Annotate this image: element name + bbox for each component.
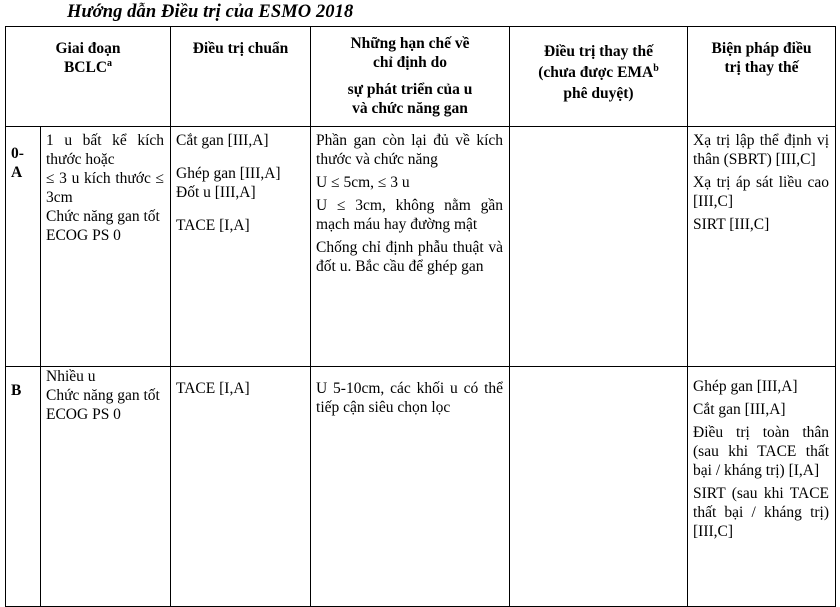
esmo-treatment-table	[5, 26, 836, 607]
table-row	[6, 127, 836, 367]
criteria-item: Chức năng gan tốt	[46, 208, 160, 225]
limits-item: U ≤ 3cm, không nằm gần mạch máu hay đường mật	[316, 197, 504, 233]
criteria-item: ECOG PS 0	[46, 406, 121, 423]
criteria-item: Nhiều u	[46, 368, 96, 385]
alt-measure-item: Điều trị toàn thân (sau khi TACE thất bại / kháng trị) [I,A]	[693, 424, 830, 479]
alt-measure-item: Xạ trị lập thể định vị thân (SBRT) [III,C]	[693, 132, 830, 168]
criteria-cell	[41, 367, 171, 607]
criteria-item: ECOG PS 0	[46, 227, 121, 244]
table-row	[6, 367, 836, 607]
alternative-cell	[510, 127, 688, 367]
criteria-cell	[41, 127, 171, 367]
standard-item: TACE [I,A]	[176, 217, 250, 234]
header-limits-line1: Những hạn chế về	[350, 35, 470, 52]
alt-measure-item: Xạ trị áp sát liều cao [III,C]	[693, 174, 830, 210]
header-alt-line3: phê duyệt)	[563, 85, 634, 102]
stage-label-line1: 0-	[11, 145, 24, 162]
header-limits	[311, 27, 510, 127]
alt-measures-cell	[688, 127, 836, 367]
header-alt-line2: (chưa được EMA	[538, 64, 654, 81]
header-standard-text: Điều trị chuẩn	[192, 40, 289, 57]
stage-cell	[6, 127, 41, 367]
standard-item: TACE [I,A]	[176, 380, 250, 397]
header-stage-line1: Giai đoạn	[55, 40, 121, 57]
limits-item: U 5-10cm, các khối u có thể tiếp cận siêu chọn lọc	[316, 380, 504, 416]
standard-item: Đốt u [III,A]	[176, 184, 256, 201]
criteria-item: 1 u bất kể kích thước hoặc	[46, 132, 165, 168]
alt-measure-item: Cắt gan [III,A]	[693, 401, 786, 418]
header-limits-line3: sự phát triển của u	[347, 81, 473, 98]
stage-cell: B	[6, 367, 41, 607]
header-limits-line2: chỉ định do	[372, 54, 448, 71]
standard-item: Ghép gan [III,A]	[176, 165, 281, 182]
header-alternative	[510, 27, 688, 127]
criteria-item: Chức năng gan tốt	[46, 387, 160, 404]
limits-item: Phần gan còn lại đủ về kích thước và chức năng	[316, 132, 504, 168]
limits-cell	[311, 367, 510, 607]
alt-measure-item: Ghép gan [III,A]	[693, 378, 798, 395]
header-altm-line2: trị thay thế	[724, 59, 799, 76]
header-altm-line1: Biện pháp điều	[711, 40, 812, 57]
header-limits-line4: và chức năng gan	[352, 100, 468, 117]
header-stage	[6, 27, 171, 127]
standard-cell	[171, 367, 311, 607]
standard-item: Cắt gan [III,A]	[176, 132, 269, 149]
document-title: Hướng dẫn Điều trị của ESMO 2018	[67, 2, 354, 22]
header-row	[6, 27, 836, 127]
stage-label-line2: A	[11, 164, 23, 181]
criteria-item: ≤ 3 u kích thước ≤ 3cm	[46, 170, 165, 206]
header-alt-line1: Điều trị thay thế	[544, 43, 653, 60]
header-stage-line2: BCLC	[63, 59, 108, 76]
standard-cell	[171, 127, 311, 367]
limits-item: U ≤ 5cm, ≤ 3 u	[316, 174, 410, 191]
header-stage-sup: a	[107, 58, 113, 69]
alt-measure-item: SIRT [III,C]	[693, 216, 770, 233]
limits-cell	[311, 127, 510, 367]
alt-measures-cell	[688, 367, 836, 607]
header-standard	[171, 27, 311, 127]
alternative-cell	[510, 367, 688, 607]
header-alt-sup: b	[653, 63, 659, 74]
limits-item: Chống chỉ định phẫu thuật và đốt u. Bắc cầu để ghép gan	[316, 239, 504, 275]
header-alt-measures	[688, 27, 836, 127]
alt-measure-item: SIRT (sau khi TACE thất bại / kháng trị) [III,C]	[693, 485, 830, 540]
